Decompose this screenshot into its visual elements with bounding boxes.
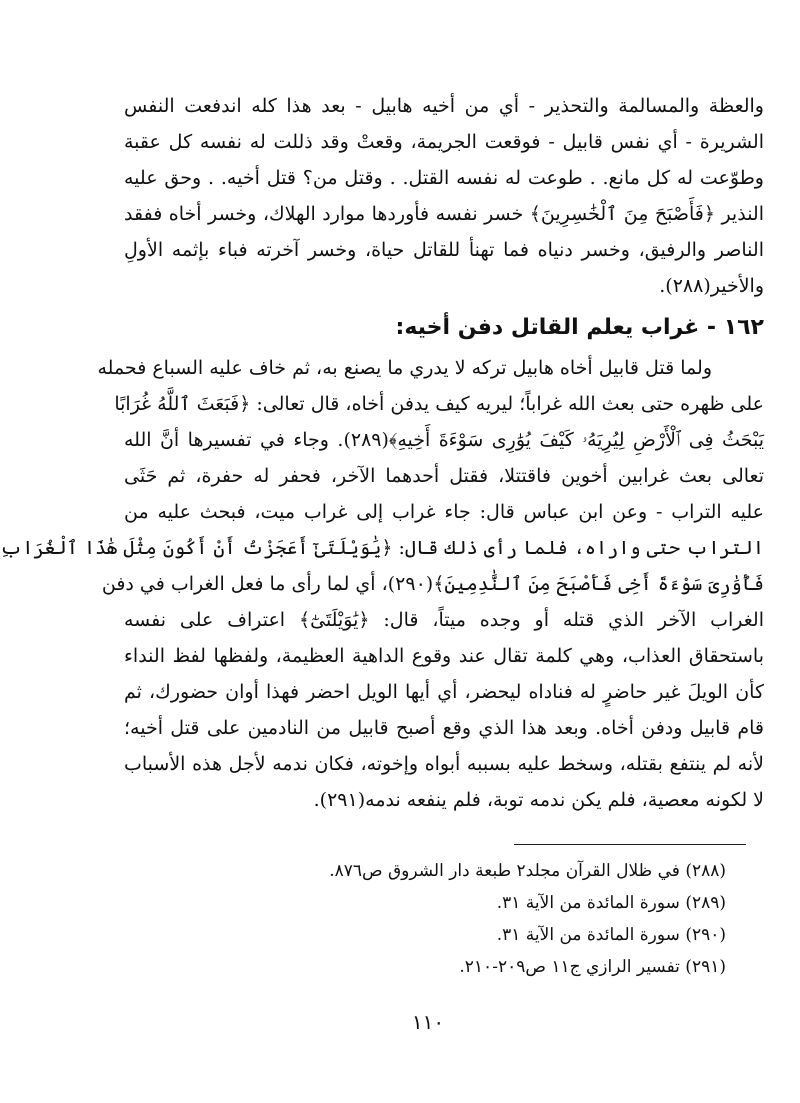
page-number: ١١٠: [411, 1010, 445, 1034]
section-heading: ١٦٢ - غراب يعلم القاتل دفن أخيه:: [395, 315, 764, 340]
text-line: والأخير(٢٨٨).: [659, 275, 764, 297]
text-line: النذير ﴿فَأَصْبَحَ مِنَ ٱلْخَٰسِرِينَ﴾ خسر نفسه فأوردها موارد الهلاك، وخسر أخاه ففقد: [124, 203, 764, 225]
text-line: تعالى بعث غرابين أخوين فاقتتلا، فقتل أحدهما الآخر، فحفر له حفرة، ثم حَثَى: [124, 465, 764, 487]
body-paragraph: [0, 350, 764, 818]
text-line: كأن الويلَ غير حاضرٍ له فناداه ليحضر، أي أيها الويل احضر فهذا أوان حضورك، ثم: [124, 681, 764, 703]
footnote-separator: [514, 844, 746, 845]
footnote: (٢٩٠) سورة المائدة من الآية ٣١.: [496, 925, 726, 945]
text-line: ولما قتل قابيل أخاه هابيل تركه لا يدري ما يصنع به، ثم خاف عليه السباع فحمله: [97, 357, 712, 379]
footnote: (٢٩١) تفسير الرازي ج١١ ص٢٠٩-٢١٠.: [459, 957, 726, 977]
text-line: لا لكونه معصية، فلم يكن ندمه توبة، فلم ينفعه ندمه(٢٩١).: [313, 789, 764, 811]
footnotes: [266, 855, 726, 983]
text-line: على ظهره حتى بعث الله غراباً؛ ليريه كيف يدفن أخاه، قال تعالى: ﴿فَبَعَثَ ٱللَّهُ غُرَابًا: [114, 393, 764, 415]
footnote: (٢٨٩) سورة المائدة من الآية ٣١.: [496, 893, 726, 913]
text-line: الغراب الآخر الذي قتله أو وجده ميتاً، قال: ﴿يَٰوَيْلَتَىٰٓ﴾ اعتراف على نفسه: [124, 609, 764, 631]
text-line: والعظة والمسالمة والتحذير - أي من أخيه هابيل - بعد هذا كله اندفعت النفس: [124, 95, 764, 117]
text-line: يَبْحَثُ فِى ٱلْأَرْضِ لِيُرِيَهُۥ كَيْفَ يُوَٰرِى سَوْءَةَ أَخِيهِ﴾(٢٨٩). وجاء في تفسيرها أنَّ الله: [124, 429, 764, 451]
footnote: (٢٨٨) في ظلال القرآن مجلد٢ طبعة دار الشروق ص٨٧٦.: [329, 861, 726, 881]
text-line: وطوّعت له كل مانع. . طوعت له نفسه القتل. . وقتل من؟ قتل أخيه. . وحق عليه: [124, 167, 764, 189]
page-body: [0, 88, 764, 818]
text-line: لأنه لم ينتفع بقتله، وسخط عليه بسببه أبواه وإخوته، فكان ندمه لأجل هذه الأسباب: [124, 753, 764, 775]
intro-paragraph: [124, 88, 764, 304]
text-line: فَأُوَٰرِىَ سَوْءَةَ أَخِى فَأَصْبَحَ مِنَ ٱلنَّٰدِمِينَ﴾(٢٩٠)، أي لما رأى ما فعل الغراب في دفن: [101, 573, 764, 595]
text-line: التراب حتى واراه، فلما رأى ذلك قال: ﴿يَٰوَيْلَتَىٰٓ أَعَجَزْتُ أَنْ أَكُونَ مِثْلَ هَٰذَا ٱلْغُرَابِ: [0, 537, 764, 559]
text-line: باستحقاق العذاب، وهي كلمة تقال عند وقوع الداهية العظيمة، ولفظها لفظ النداء: [124, 645, 764, 667]
text-line: عليه التراب - وعن ابن عباس قال: جاء غراب إلى غراب ميت، فبحث عليه من: [124, 501, 764, 523]
text-line: قام قابيل ودفن أخاه. وبعد هذا الذي وقع أصبح قابيل من النادمين على قتل أخيه؛: [124, 717, 764, 739]
text-line: الناصر والرفيق، وخسر دنياه فما تهنأ للقاتل حياة، وخسر آخرته فباء بإثمه الأولِ: [124, 239, 764, 261]
text-line: الشريرة - أي نفس قابيل - فوقعت الجريمة، وقعتْ وقد ذللت له نفسه كل عقبة: [124, 131, 764, 153]
